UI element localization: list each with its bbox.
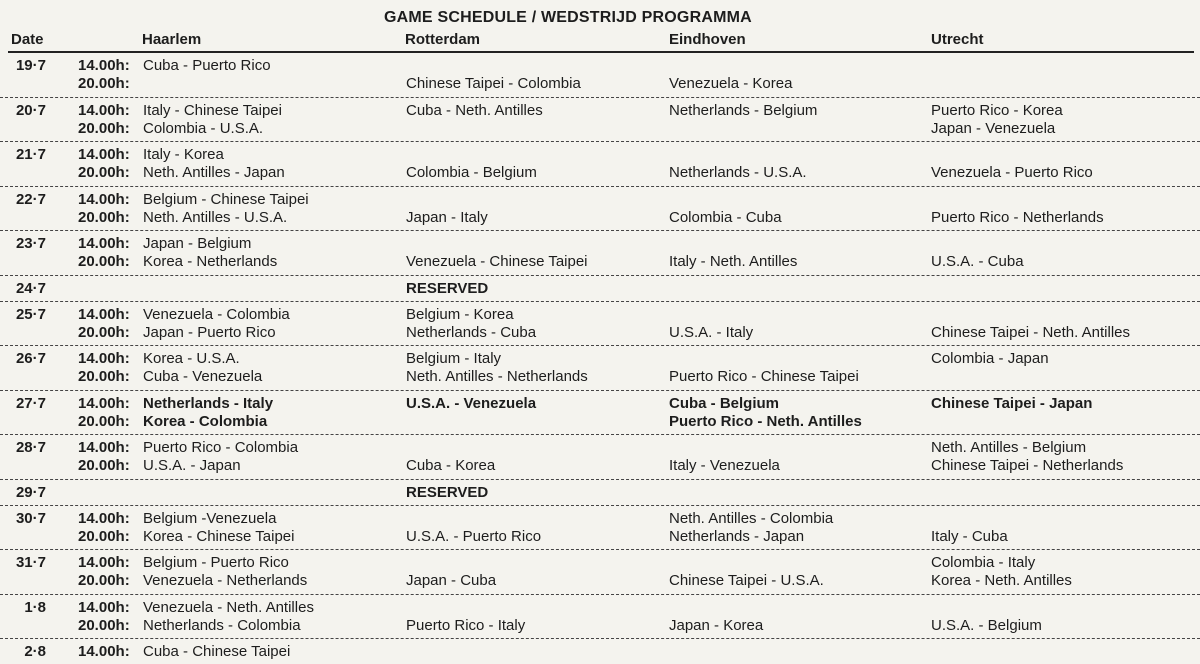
date-cell: 2·8 bbox=[24, 643, 46, 660]
match-eindhoven: Puerto Rico - Chinese Taipei bbox=[669, 368, 859, 385]
match-eindhoven: U.S.A. - Italy bbox=[669, 323, 754, 341]
table-row bbox=[0, 435, 1200, 480]
reserved-label: RESERVED bbox=[406, 483, 489, 501]
time-cell: 14.00h: bbox=[78, 146, 130, 163]
date-cell: 29·7 bbox=[15, 483, 46, 501]
header-date: Date bbox=[11, 31, 44, 48]
date-cell: 24·7 bbox=[15, 279, 46, 297]
time-cell: 14.00h: bbox=[78, 554, 130, 571]
match-utrecht: Colombia - Japan bbox=[931, 350, 1049, 367]
table-row bbox=[0, 480, 1200, 506]
match-rotterdam: Venezuela - Chinese Taipei bbox=[406, 253, 588, 270]
match-haarlem: Korea - U.S.A. bbox=[143, 350, 240, 367]
match-haarlem: Korea - Chinese Taipei bbox=[143, 527, 295, 545]
match-utrecht: Neth. Antilles - Belgium bbox=[931, 439, 1087, 456]
time-cell: 20.00h: bbox=[78, 164, 130, 181]
time-cell: 14.00h: bbox=[78, 439, 130, 456]
header-rotterdam: Rotterdam bbox=[405, 31, 481, 48]
table-row bbox=[0, 231, 1200, 276]
match-rotterdam: Puerto Rico - Italy bbox=[406, 616, 526, 634]
time-cell: 14.00h: bbox=[78, 235, 130, 252]
match-eindhoven: Venezuela - Korea bbox=[669, 75, 793, 92]
match-haarlem: Netherlands - Colombia bbox=[143, 616, 301, 634]
match-utrecht: Venezuela - Puerto Rico bbox=[931, 164, 1093, 181]
match-haarlem: Belgium - Chinese Taipei bbox=[143, 190, 309, 208]
match-utrecht: Chinese Taipei - Japan bbox=[931, 394, 1093, 412]
time-cell: 20.00h: bbox=[78, 253, 130, 270]
match-haarlem: Puerto Rico - Colombia bbox=[143, 439, 299, 456]
time-cell: 14.00h: bbox=[78, 643, 130, 660]
match-rotterdam: Cuba - Korea bbox=[406, 457, 496, 474]
table-row bbox=[0, 595, 1200, 640]
time-cell: 20.00h: bbox=[78, 368, 130, 385]
match-rotterdam: U.S.A. - Venezuela bbox=[406, 394, 537, 412]
match-rotterdam: Netherlands - Cuba bbox=[406, 323, 537, 341]
match-eindhoven: Netherlands - U.S.A. bbox=[669, 164, 807, 181]
match-utrecht: Japan - Venezuela bbox=[931, 119, 1056, 137]
match-haarlem: Korea - Colombia bbox=[143, 412, 268, 430]
table-row bbox=[0, 550, 1200, 595]
time-cell: 14.00h: bbox=[78, 350, 130, 367]
match-utrecht: U.S.A. - Belgium bbox=[931, 616, 1042, 634]
match-haarlem: Japan - Belgium bbox=[143, 235, 252, 252]
match-utrecht: Puerto Rico - Korea bbox=[931, 101, 1063, 119]
table-row bbox=[0, 391, 1200, 436]
match-rotterdam: Belgium - Italy bbox=[406, 350, 502, 367]
header-haarlem: Haarlem bbox=[142, 31, 202, 48]
time-cell: 20.00h: bbox=[78, 323, 130, 341]
match-haarlem: Neth. Antilles - Japan bbox=[143, 164, 285, 181]
match-haarlem: Venezuela - Netherlands bbox=[143, 572, 308, 589]
time-cell: 14.00h: bbox=[78, 394, 130, 412]
time-cell: 14.00h: bbox=[78, 57, 130, 74]
date-cell: 25·7 bbox=[15, 305, 46, 323]
header-eindhoven: Eindhoven bbox=[669, 31, 746, 48]
time-cell: 14.00h: bbox=[78, 305, 130, 323]
date-cell: 20·7 bbox=[15, 101, 46, 119]
match-haarlem: Belgium - Puerto Rico bbox=[143, 554, 289, 571]
time-cell: 14.00h: bbox=[78, 509, 130, 527]
match-utrecht: Colombia - Italy bbox=[931, 554, 1036, 571]
table-row bbox=[0, 98, 1200, 143]
match-eindhoven: Italy - Neth. Antilles bbox=[669, 253, 798, 270]
time-cell: 20.00h: bbox=[78, 208, 130, 226]
match-eindhoven: Japan - Korea bbox=[669, 616, 764, 634]
date-cell: 22·7 bbox=[15, 190, 46, 208]
match-haarlem: Venezuela - Neth. Antilles bbox=[143, 598, 314, 616]
match-haarlem: U.S.A. - Japan bbox=[143, 457, 241, 474]
time-cell: 14.00h: bbox=[78, 598, 130, 616]
page-title: GAME SCHEDULE / WEDSTRIJD PROGRAMMA bbox=[384, 9, 752, 26]
match-haarlem: Italy - Chinese Taipei bbox=[143, 101, 282, 119]
match-rotterdam: Chinese Taipei - Colombia bbox=[406, 75, 581, 92]
match-eindhoven: Cuba - Belgium bbox=[669, 394, 780, 412]
match-haarlem: Netherlands - Italy bbox=[143, 394, 274, 412]
match-rotterdam: U.S.A. - Puerto Rico bbox=[406, 527, 542, 545]
date-cell: 28·7 bbox=[15, 439, 46, 456]
match-rotterdam: Belgium - Korea bbox=[406, 305, 514, 323]
match-haarlem: Venezuela - Colombia bbox=[143, 305, 290, 323]
table-row bbox=[0, 346, 1200, 391]
table-row bbox=[0, 639, 1200, 664]
time-cell: 14.00h: bbox=[78, 190, 130, 208]
date-cell: 19·7 bbox=[15, 57, 46, 74]
table-row bbox=[0, 53, 1200, 98]
match-utrecht: Chinese Taipei - Netherlands bbox=[931, 457, 1124, 474]
time-cell: 14.00h: bbox=[78, 101, 130, 119]
table-row bbox=[0, 276, 1200, 302]
date-cell: 1·8 bbox=[24, 598, 46, 616]
match-utrecht: Puerto Rico - Netherlands bbox=[931, 208, 1104, 226]
match-haarlem: Cuba - Puerto Rico bbox=[143, 57, 271, 74]
date-cell: 23·7 bbox=[15, 235, 46, 252]
date-cell: 21·7 bbox=[15, 146, 46, 163]
table-row bbox=[0, 142, 1200, 187]
time-cell: 20.00h: bbox=[78, 119, 130, 137]
match-eindhoven: Italy - Venezuela bbox=[669, 457, 780, 474]
match-eindhoven: Chinese Taipei - U.S.A. bbox=[669, 572, 824, 589]
time-cell: 20.00h: bbox=[78, 527, 130, 545]
match-haarlem: Cuba - Venezuela bbox=[143, 368, 263, 385]
match-eindhoven: Neth. Antilles - Colombia bbox=[669, 509, 834, 527]
match-haarlem: Neth. Antilles - U.S.A. bbox=[143, 208, 288, 226]
table-row bbox=[0, 506, 1200, 551]
reserved-label: RESERVED bbox=[406, 279, 489, 297]
date-cell: 26·7 bbox=[15, 350, 46, 367]
time-cell: 20.00h: bbox=[78, 412, 130, 430]
time-cell: 20.00h: bbox=[78, 457, 130, 474]
match-eindhoven: Colombia - Cuba bbox=[669, 208, 782, 226]
match-haarlem: Colombia - U.S.A. bbox=[143, 119, 264, 137]
match-haarlem: Japan - Puerto Rico bbox=[143, 323, 276, 341]
match-eindhoven: Netherlands - Belgium bbox=[669, 101, 818, 119]
table-row bbox=[0, 187, 1200, 232]
table-row bbox=[0, 302, 1200, 347]
match-utrecht: Italy - Cuba bbox=[931, 527, 1008, 545]
date-cell: 27·7 bbox=[15, 394, 46, 412]
match-eindhoven: Netherlands - Japan bbox=[669, 527, 805, 545]
match-rotterdam: Cuba - Neth. Antilles bbox=[406, 101, 543, 119]
match-haarlem: Italy - Korea bbox=[143, 146, 224, 163]
date-cell: 30·7 bbox=[15, 509, 46, 527]
match-utrecht: U.S.A. - Cuba bbox=[931, 253, 1024, 270]
time-cell: 20.00h: bbox=[78, 75, 130, 92]
match-utrecht: Korea - Neth. Antilles bbox=[931, 572, 1072, 589]
time-cell: 20.00h: bbox=[78, 572, 130, 589]
match-rotterdam: Colombia - Belgium bbox=[406, 164, 537, 181]
match-haarlem: Cuba - Chinese Taipei bbox=[143, 643, 291, 660]
time-cell: 20.00h: bbox=[78, 616, 130, 634]
match-haarlem: Belgium -Venezuela bbox=[143, 509, 277, 527]
match-rotterdam: Japan - Italy bbox=[406, 208, 488, 226]
match-rotterdam: Neth. Antilles - Netherlands bbox=[406, 368, 588, 385]
header-utrecht: Utrecht bbox=[931, 31, 984, 48]
match-eindhoven: Puerto Rico - Neth. Antilles bbox=[669, 412, 862, 430]
date-cell: 31·7 bbox=[15, 554, 46, 571]
match-utrecht: Chinese Taipei - Neth. Antilles bbox=[931, 323, 1130, 341]
match-rotterdam: Japan - Cuba bbox=[406, 572, 497, 589]
match-haarlem: Korea - Netherlands bbox=[143, 253, 278, 270]
